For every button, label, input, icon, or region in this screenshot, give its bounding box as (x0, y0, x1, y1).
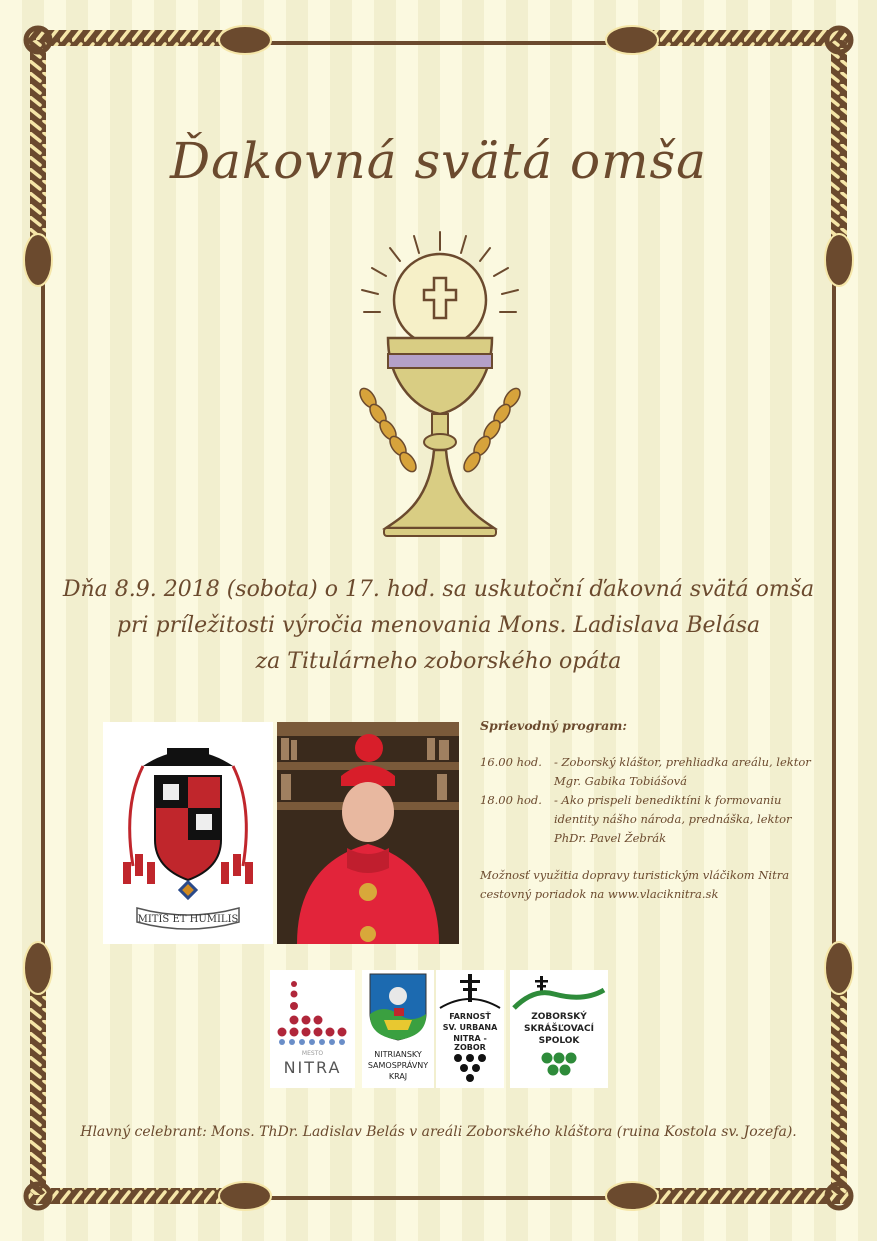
logo-zoborsky-spolok (510, 970, 608, 1088)
program-item-time: 18.00 hod. (480, 793, 542, 807)
logo-farnost-line: FARNOSŤ (449, 1012, 491, 1021)
logo-spolok-line: SKRÁŠĽOVACÍ (524, 1024, 594, 1034)
kraj-shield-icon (362, 970, 434, 1042)
announcement-line: za Titulárneho zoborského opáta (255, 649, 622, 674)
program-item-time: 16.00 hod. (480, 755, 542, 769)
logo-farnost-line: NITRA - ZOBOR (453, 1034, 487, 1052)
program-section (480, 716, 820, 904)
grapes-icon (436, 1050, 504, 1086)
portrait-photo-image (277, 722, 459, 944)
logo-nitra-small: MESTO (301, 1050, 324, 1057)
program-item-text: - Ako prispeli benediktíni k formovaniu identity nášho národa, prednáška, lektor PhDr. Pavel Žebrák (554, 793, 792, 845)
logo-spolok-line: SPOLOK (538, 1036, 580, 1046)
spolok-hill-icon (510, 970, 608, 1010)
portrait-photo (277, 722, 459, 944)
program-item (480, 753, 820, 791)
coat-of-arms-icon (103, 722, 273, 944)
logo-nitra-name: NITRA (283, 1058, 342, 1077)
motto-text: MITIS ET HUMILIS (137, 914, 239, 925)
farnost-cross-icon (436, 970, 504, 1012)
logo-kraj-line: KRAJ (388, 1072, 408, 1081)
chalice-with-host-icon (330, 228, 550, 548)
logo-kraj-line: SAMOSPRÁVNY (367, 1061, 429, 1070)
logo-farnost-sv-urbana (436, 970, 504, 1088)
logo-spolok-line: ZOBORSKÝ (531, 1012, 587, 1022)
page-title: Ďakovná svätá omša (170, 132, 707, 190)
logo-nitriansky-kraj (362, 970, 434, 1088)
transport-info: Možnosť využitia dopravy turistickým vláčikom Nitra cestovný poriadok na www.vlaciknitra.sk (480, 868, 790, 901)
nitra-dots-icon (270, 970, 355, 1050)
coat-of-arms-image (103, 722, 273, 944)
announcement (60, 572, 817, 680)
logo-farnost-line: SV. URBANA (442, 1023, 498, 1032)
announcement-line: pri príležitosti výročia menovania Mons. Ladislava Belása (116, 613, 761, 638)
green-grapes-icon (510, 1050, 608, 1086)
program-heading: Sprievodný program: (480, 718, 628, 733)
logo-kraj-line: NITRIANSKY (374, 1050, 422, 1059)
announcement-line: Dňa 8.9. 2018 (sobota) o 17. hod. sa uskutoční ďakovná svätá omša (62, 577, 815, 602)
logo-mesto-nitra (270, 970, 355, 1088)
program-item-text: - Zoborský kláštor, prehliadka areálu, lektor Mgr. Gabika Tobiášová (554, 755, 811, 788)
program-item (480, 791, 820, 848)
footer-celebrant: Hlavný celebrant: Mons. ThDr. Ladislav Belás v areáli Zoborského kláštora (ruina Kostola sv. Jozefa). (80, 1124, 797, 1140)
